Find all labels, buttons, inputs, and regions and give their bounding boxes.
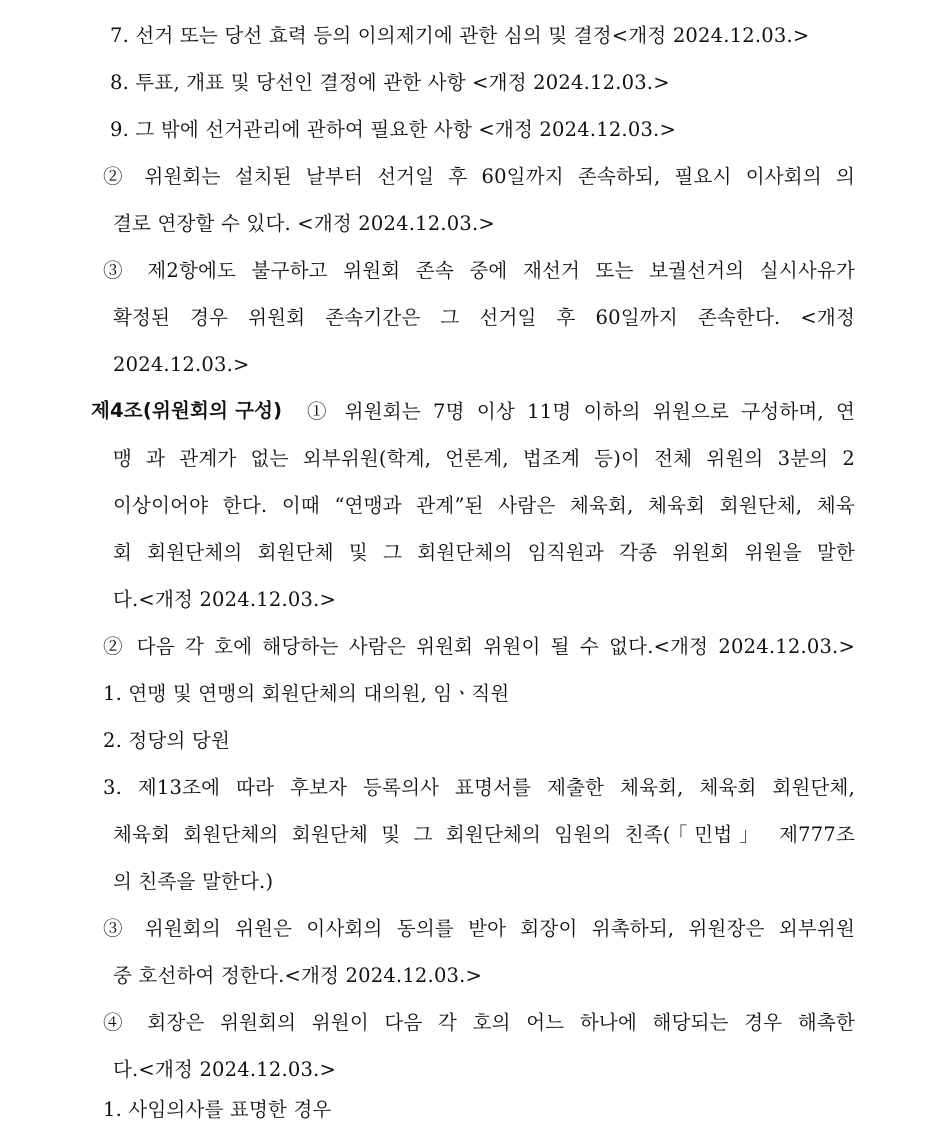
item-9: 9. 그 밖에 선거관리에 관하여 필요한 사항 <개정 2024.12.03.> bbox=[110, 118, 676, 141]
article-4-para-4-item-1: 1. 사임의사를 표명한 경우 bbox=[103, 1098, 332, 1121]
article-4-item-2: 2. 정당의 당원 bbox=[103, 729, 230, 752]
article-4-para-1-line-4: 회 회원단체의 회원단체 및 그 회원단체의 임직원과 각종 위원회 위원을 말한 bbox=[113, 541, 855, 564]
paragraph-2-line-1: ② 위원회는 설치된 날부터 선거일 후 60일까지 존속하되, 필요시 이사회의 의 bbox=[103, 165, 855, 188]
article-4-item-1: 1. 연맹 및 연맹의 회원단체의 대의원, 임ㆍ직원 bbox=[103, 682, 510, 705]
article-4-item-3-line-1: 3. 제13조에 따라 후보자 등록의사 표명서를 제출한 체육회, 체육회 회원단체, bbox=[103, 776, 855, 799]
article-4-para-2: ② 다음 각 호에 해당하는 사람은 위원회 위원이 될 수 없다.<개정 2024.12.03.> bbox=[103, 635, 855, 658]
item-7: 7. 선거 또는 당선 효력 등의 이의제기에 관한 심의 및 결정<개정 2024.12.03.> bbox=[110, 24, 810, 47]
article-4-para-3-line-2: 중 호선하여 정한다.<개정 2024.12.03.> bbox=[113, 964, 483, 987]
article-4-para-3-line-1: ③ 위원회의 위원은 이사회의 동의를 받아 회장이 위촉하되, 위원장은 외부위원 bbox=[103, 917, 855, 940]
article-4-para-4-line-1: ④ 회장은 위원회의 위원이 다음 각 호의 어느 하나에 해당되는 경우 해촉한 bbox=[103, 1011, 855, 1034]
paragraph-3-line-3: 2024.12.03.> bbox=[113, 353, 250, 376]
article-4-para-1-line-3: 이상이어야 한다. 이때 “연맹과 관계”된 사람은 체육회, 체육회 회원단체, 체육 bbox=[113, 494, 855, 517]
article-4-para-1-line-5: 다.<개정 2024.12.03.> bbox=[113, 588, 337, 611]
article-4-item-3-line-2: 체육회 회원단체의 회원단체 및 그 회원단체의 임원의 친족(「민법」 제777조 bbox=[113, 823, 855, 846]
paragraph-3-line-2: 확정된 경우 위원회 존속기간은 그 선거일 후 60일까지 존속한다. <개정 bbox=[113, 306, 855, 329]
article-4-para-1-line-1: ① 위원회는 7명 이상 11명 이하의 위원으로 구성하며, 연 bbox=[307, 400, 855, 423]
article-4-para-4-line-2: 다.<개정 2024.12.03.> bbox=[113, 1058, 337, 1081]
paragraph-2-line-2: 결로 연장할 수 있다. <개정 2024.12.03.> bbox=[113, 212, 495, 235]
item-8: 8. 투표, 개표 및 당선인 결정에 관한 사항 <개정 2024.12.03.> bbox=[110, 71, 670, 94]
article-4-item-3-line-3: 의 친족을 말한다.) bbox=[113, 870, 274, 893]
paragraph-3-line-1: ③ 제2항에도 불구하고 위원회 존속 중에 재선거 또는 보궐선거의 실시사유가 bbox=[103, 259, 855, 282]
article-4-para-1-line-2: 맹 과 관계가 없는 외부위원(학계, 언론계, 법조계 등)이 전체 위원의 3분의 2 bbox=[113, 447, 855, 470]
article-4-heading: 제4조(위원회의 구성) bbox=[91, 399, 283, 422]
